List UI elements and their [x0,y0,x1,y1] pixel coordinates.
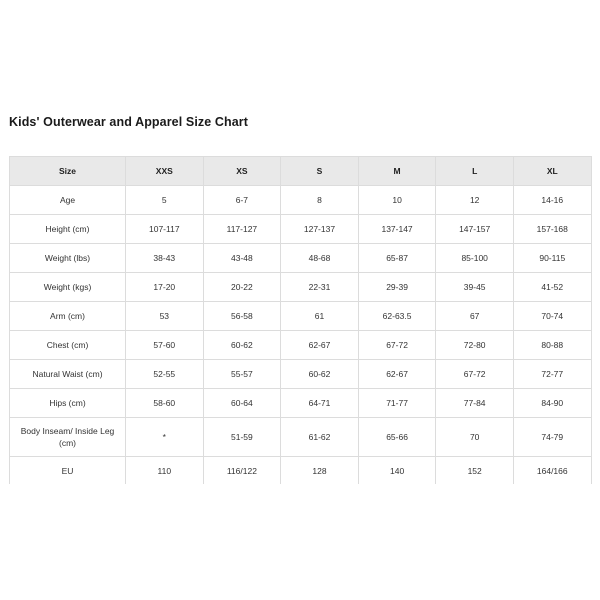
row-label: Arm (cm) [10,302,126,331]
table-cell: 55-57 [203,360,281,389]
table-cell: 116/122 [203,457,281,485]
table-cell: 107-117 [126,215,204,244]
table-cell: 127-137 [281,215,359,244]
table-cell: 128 [281,457,359,485]
table-cell: 8 [281,186,359,215]
table-cell: 67-72 [436,360,514,389]
table-cell: 53 [126,302,204,331]
size-chart-title: Kids' Outerwear and Apparel Size Chart [9,115,249,129]
table-cell: 14-16 [513,186,591,215]
table-cell: 62-67 [281,331,359,360]
table-cell: 71-77 [358,389,436,418]
table-cell: 137-147 [358,215,436,244]
table-cell: * [126,418,204,457]
header-row [10,157,592,186]
table-cell: 90-115 [513,244,591,273]
header-cell-xs: XS [203,157,281,186]
table-row-height [10,215,592,244]
table-cell: 67 [436,302,514,331]
table-cell: 70-74 [513,302,591,331]
table-cell: 164/166 [513,457,591,485]
table-cell: 60-64 [203,389,281,418]
table-cell: 52-55 [126,360,204,389]
table-cell: 65-87 [358,244,436,273]
table-cell: 110 [126,457,204,485]
table-cell: 29-39 [358,273,436,302]
row-label: Age [10,186,126,215]
table-row-arm [10,302,592,331]
table-cell: 72-77 [513,360,591,389]
table-cell: 20-22 [203,273,281,302]
header-cell-l: L [436,157,514,186]
table-cell: 43-48 [203,244,281,273]
row-label: Body Inseam/ Inside Leg (cm) [10,418,126,457]
table-row-weight-kgs [10,273,592,302]
row-label: Chest (cm) [10,331,126,360]
row-label: Weight (lbs) [10,244,126,273]
table-row-age [10,186,592,215]
header-cell-xxs: XXS [126,157,204,186]
row-label: Hips (cm) [10,389,126,418]
table-cell: 5 [126,186,204,215]
table-cell: 64-71 [281,389,359,418]
table-cell: 80-88 [513,331,591,360]
table-row-eu [10,457,592,485]
row-label: EU [10,457,126,485]
table-cell: 57-60 [126,331,204,360]
size-chart-table [9,156,592,484]
table-cell: 17-20 [126,273,204,302]
table-cell: 61-62 [281,418,359,457]
table-row-natural-waist [10,360,592,389]
table-cell: 62-63.5 [358,302,436,331]
table-cell: 85-100 [436,244,514,273]
row-label: Weight (kgs) [10,273,126,302]
table-cell: 72-80 [436,331,514,360]
table-row-chest [10,331,592,360]
table-cell: 77-84 [436,389,514,418]
header-cell-size: Size [10,157,126,186]
table-cell: 60-62 [281,360,359,389]
table-cell: 56-58 [203,302,281,331]
table-cell: 51-59 [203,418,281,457]
table-row-hips [10,389,592,418]
table-cell: 12 [436,186,514,215]
table-cell: 61 [281,302,359,331]
table-row-weight-lbs [10,244,592,273]
table-cell: 38-43 [126,244,204,273]
table-cell: 22-31 [281,273,359,302]
header-cell-xl: XL [513,157,591,186]
table-cell: 6-7 [203,186,281,215]
row-label: Natural Waist (cm) [10,360,126,389]
table-cell: 10 [358,186,436,215]
table-cell: 157-168 [513,215,591,244]
header-cell-s: S [281,157,359,186]
table-cell: 58-60 [126,389,204,418]
table-cell: 65-66 [358,418,436,457]
header-cell-m: M [358,157,436,186]
table-cell: 48-68 [281,244,359,273]
table-row-inseam [10,418,592,457]
table-cell: 70 [436,418,514,457]
table-cell: 147-157 [436,215,514,244]
table-cell: 62-67 [358,360,436,389]
table-cell: 74-79 [513,418,591,457]
table-cell: 140 [358,457,436,485]
table-cell: 84-90 [513,389,591,418]
table-cell: 117-127 [203,215,281,244]
table-cell: 39-45 [436,273,514,302]
table-cell: 41-52 [513,273,591,302]
table-cell: 152 [436,457,514,485]
table-cell: 60-62 [203,331,281,360]
table-cell: 67-72 [358,331,436,360]
row-label: Height (cm) [10,215,126,244]
